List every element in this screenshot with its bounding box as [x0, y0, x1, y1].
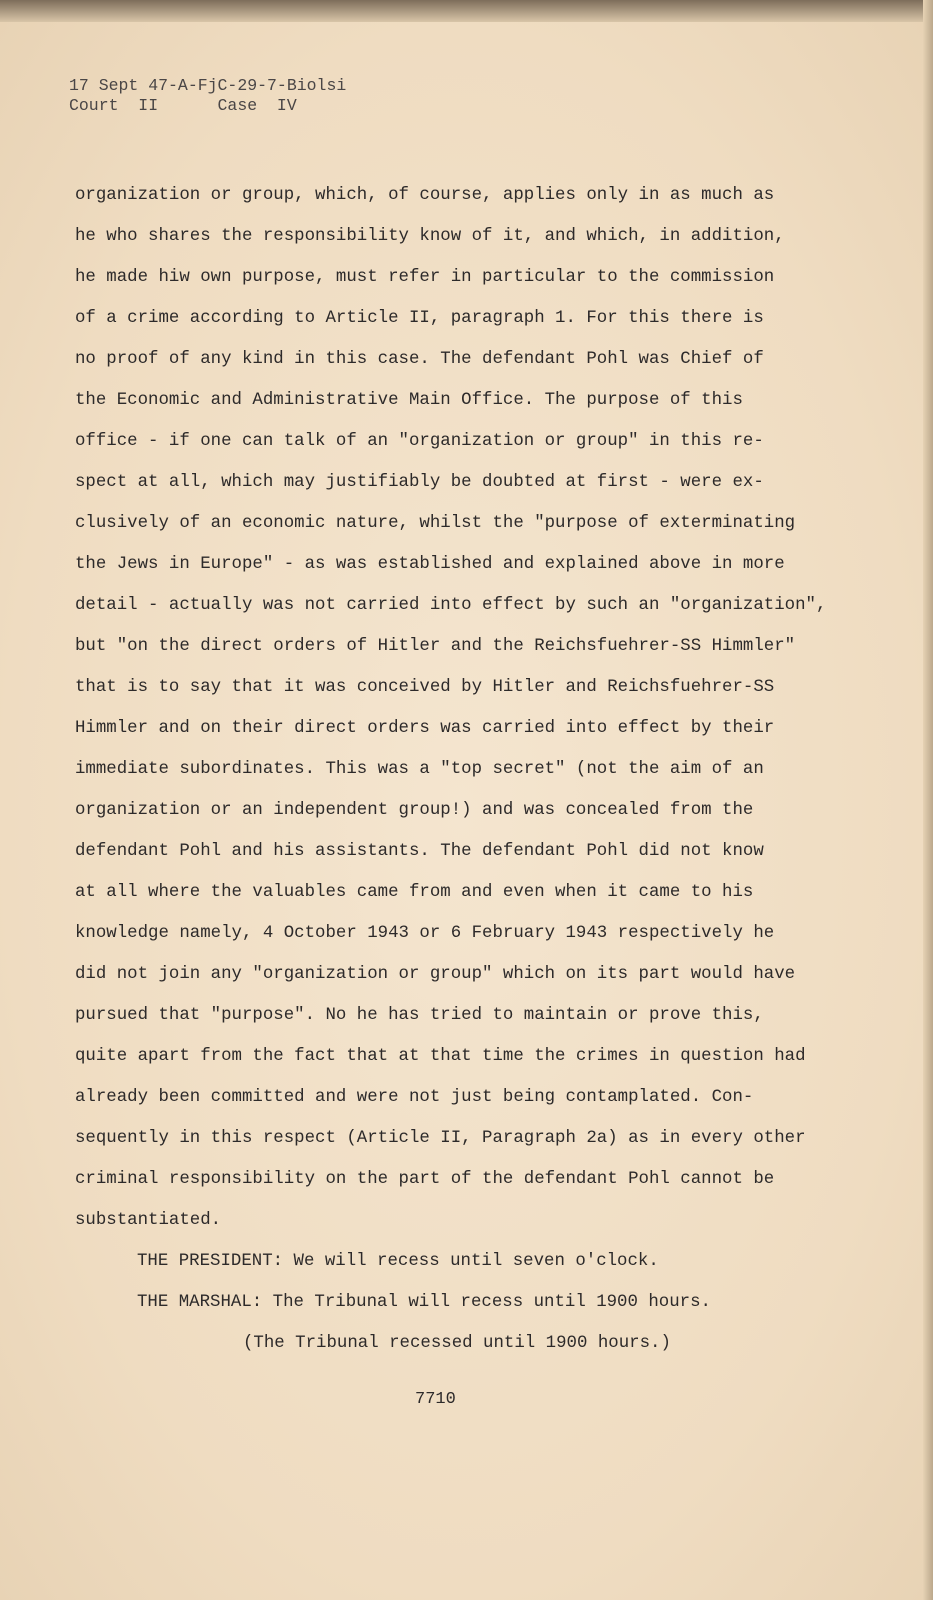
header-line-2: Court II Case IV	[69, 96, 297, 115]
body-line: organization or an independent group!) and was concealed from the	[75, 801, 754, 820]
body-line: clusively of an economic nature, whilst the "purpose of exterminating	[75, 514, 796, 533]
body-line: immediate subordinates. This was a "top secret" (not the aim of an	[75, 760, 764, 779]
body-line: he made hiw own purpose, must refer in particular to the commission	[75, 268, 775, 287]
body-line: substantiated.	[75, 1211, 222, 1230]
scan-right-edge	[923, 0, 933, 1600]
body-line: pursued that "purpose". No he has tried to maintain or prove this,	[75, 1006, 764, 1025]
body-line: but "on the direct orders of Hitler and the Reichsfuehrer-SS Himmler"	[75, 637, 796, 656]
president-statement: THE PRESIDENT: We will recess until seven o'clock.	[137, 1252, 659, 1271]
body-line: sequently in this respect (Article II, Paragraph 2a) as in every other	[75, 1129, 806, 1148]
body-line: office - if one can talk of an "organization or group" in this re-	[75, 432, 764, 451]
body-line: the Jews in Europe" - as was established and explained above in more	[75, 555, 785, 574]
body-line: quite apart from the fact that at that time the crimes in question had	[75, 1047, 806, 1066]
body-line: he who shares the responsibility know of it, and which, in addition,	[75, 227, 785, 246]
body-line: no proof of any kind in this case. The defendant Pohl was Chief of	[75, 350, 764, 369]
body-line: organization or group, which, of course, applies only in as much as	[75, 186, 775, 205]
scan-top-border	[0, 0, 933, 22]
body-line: detail - actually was not carried into effect by such an "organization",	[75, 596, 827, 615]
document-body	[75, 175, 826, 1364]
body-line: criminal responsibility on the part of the defendant Pohl cannot be	[75, 1170, 775, 1189]
recess-note: (The Tribunal recessed until 1900 hours.)	[243, 1334, 671, 1353]
body-line: already been committed and were not just being contamplated. Con-	[75, 1088, 754, 1107]
page-number: 7710	[415, 1390, 456, 1409]
body-line: the Economic and Administrative Main Office. The purpose of this	[75, 391, 743, 410]
body-line: knowledge namely, 4 October 1943 or 6 February 1943 respectively he	[75, 924, 775, 943]
marshal-statement: THE MARSHAL: The Tribunal will recess until 1900 hours.	[137, 1293, 711, 1312]
body-line: spect at all, which may justifiably be doubted at first - were ex-	[75, 473, 764, 492]
document-header	[69, 76, 346, 116]
body-line: did not join any "organization or group" which on its part would have	[75, 965, 796, 984]
body-line: of a crime according to Article II, paragraph 1. For this there is	[75, 309, 764, 328]
body-line: at all where the valuables came from and even when it came to his	[75, 883, 754, 902]
header-line-1: 17 Sept 47-A-FjC-29-7-Biolsi	[69, 76, 347, 95]
body-line: that is to say that it was conceived by Hitler and Reichsfuehrer-SS	[75, 678, 775, 697]
body-line: Himmler and on their direct orders was carried into effect by their	[75, 719, 775, 738]
body-line: defendant Pohl and his assistants. The defendant Pohl did not know	[75, 842, 764, 861]
